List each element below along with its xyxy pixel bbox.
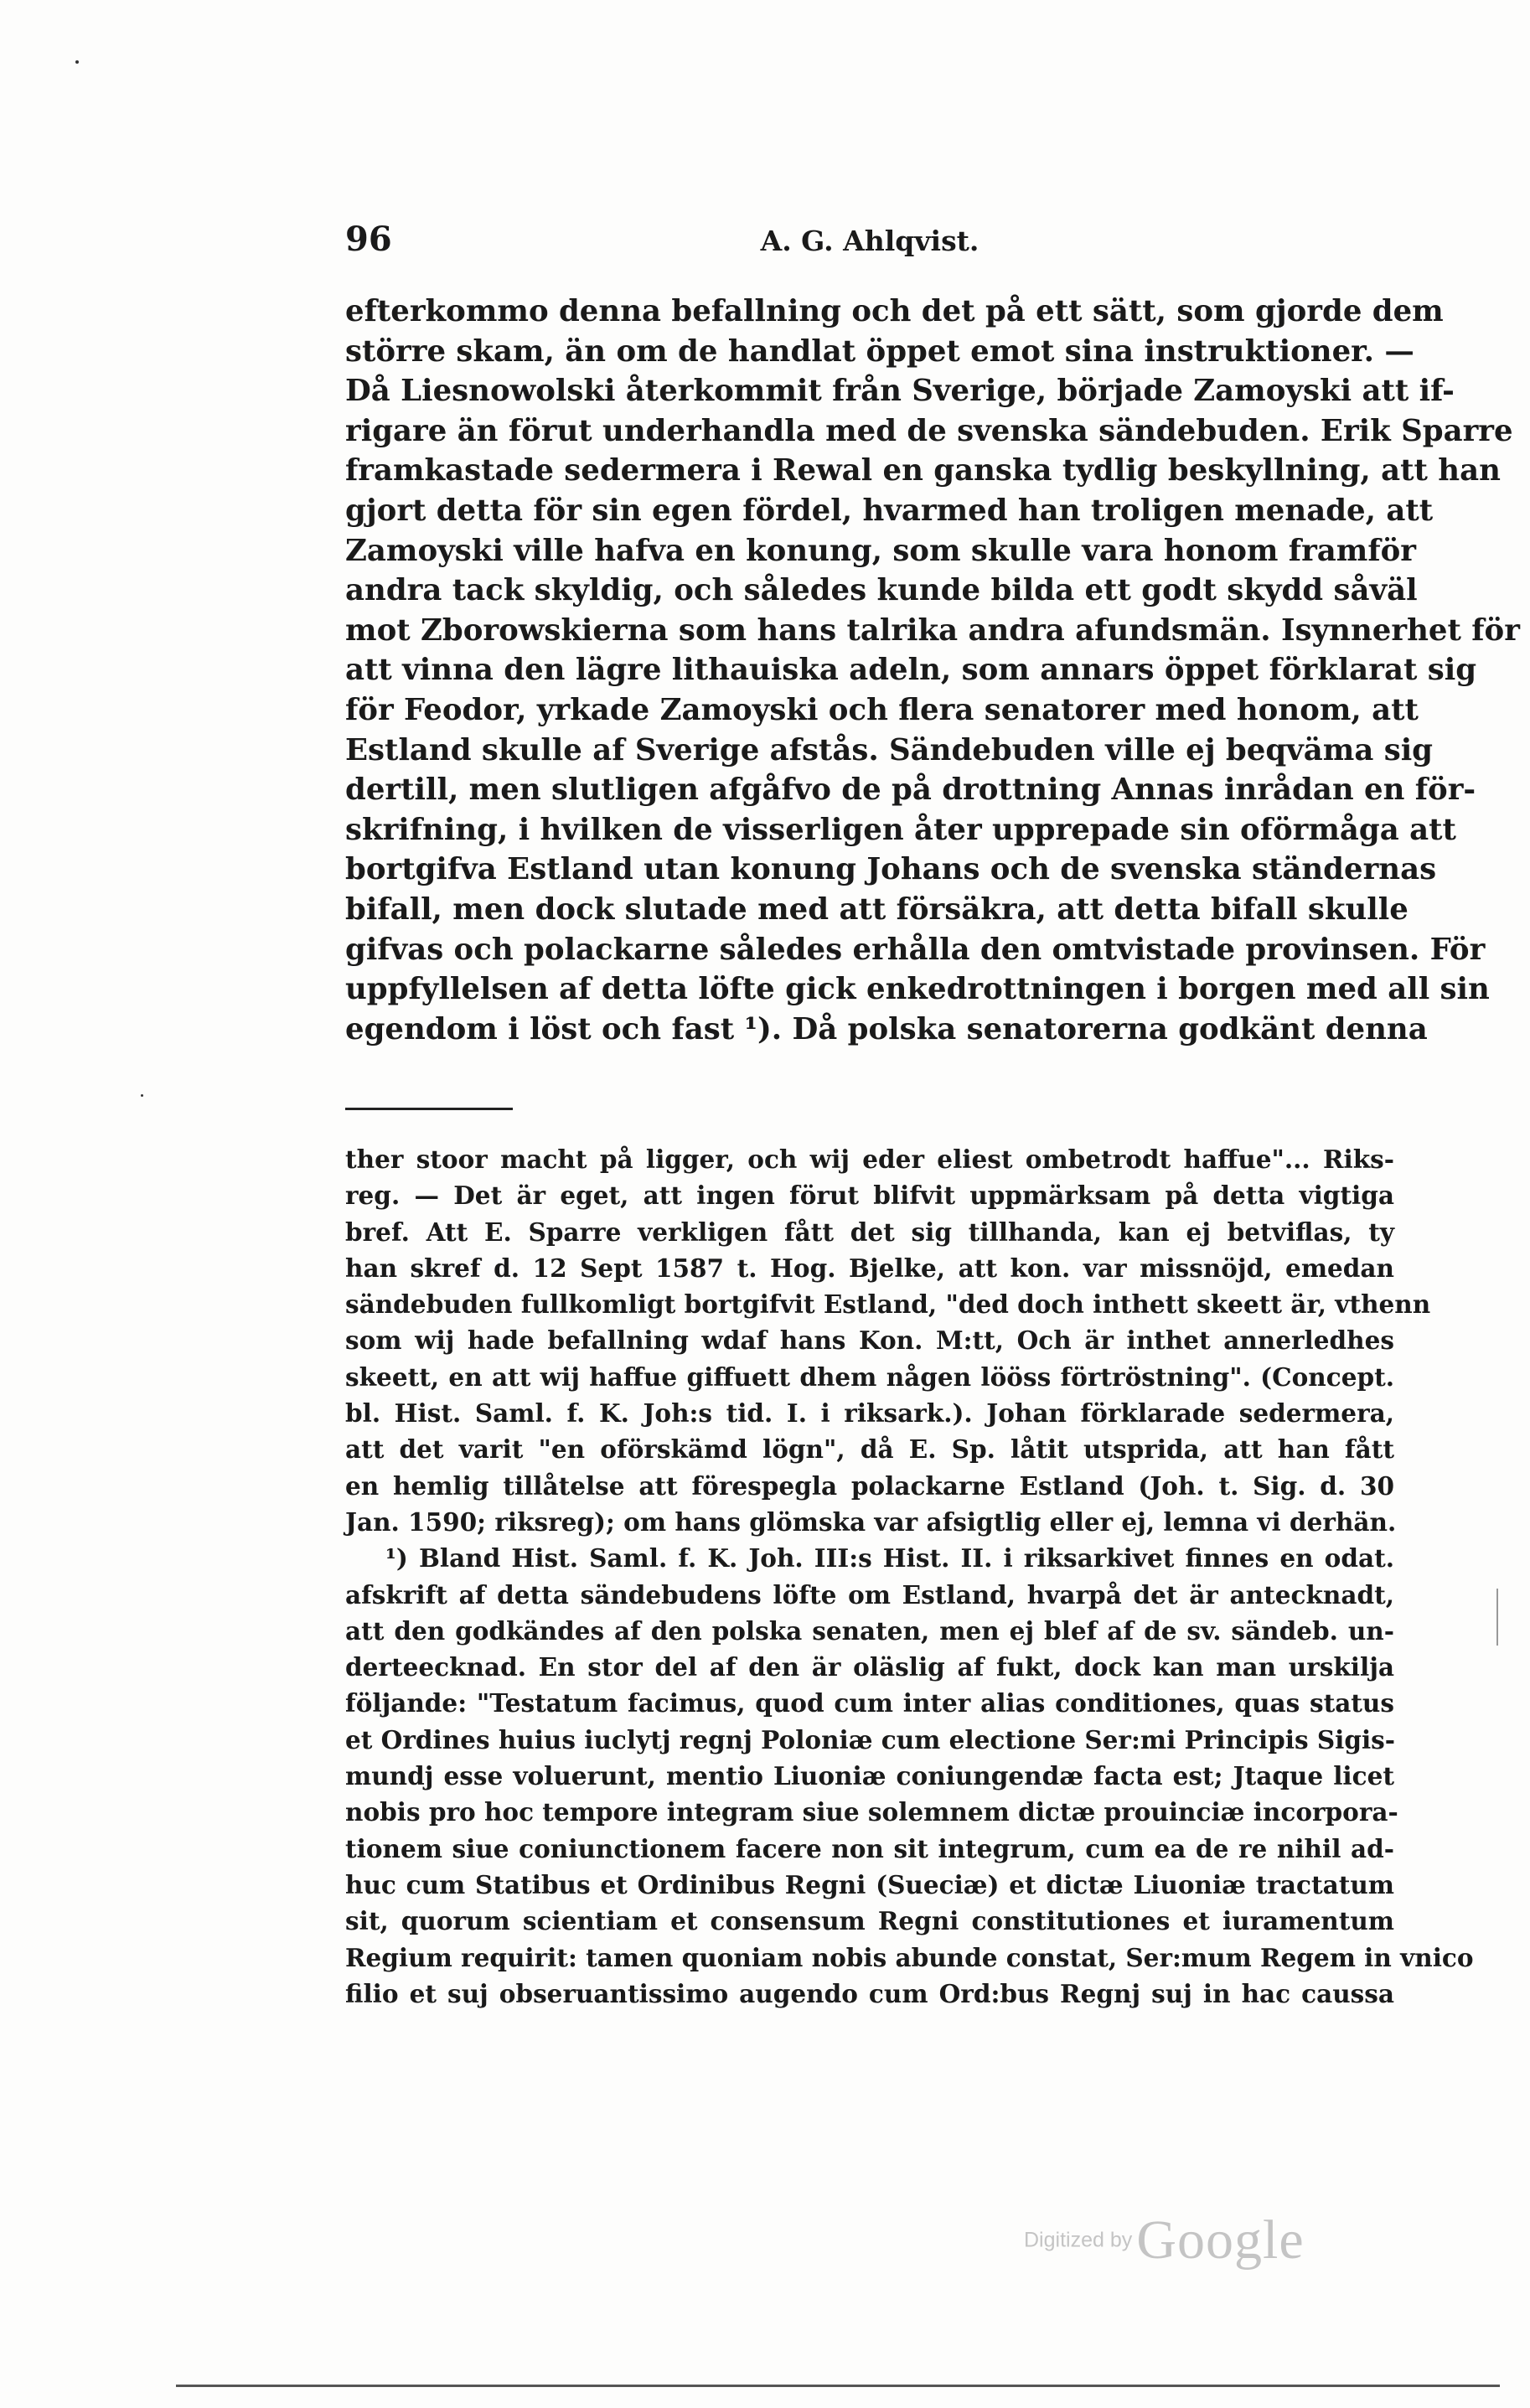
body-line: dertill, men slutligen afgåfvo de på drottning Annas inrådan en för- — [345, 773, 1476, 808]
body-line: rigare än förut underhandla med de svenska sändebuden. Erik Sparre — [345, 413, 1513, 448]
footnote-line: bl. Hist. Saml. f. K. Joh:s tid. I. i riksark.). Johan förklarade sedermera, — [345, 1398, 1394, 1429]
footnote-line: huc cum Statibus et Ordinibus Regni (Sueciæ) et dictæ Liuoniæ tractatum — [345, 1869, 1394, 1899]
body-text — [345, 292, 1520, 1049]
footnote-line: Regium requirit: tamen quoniam nobis abunde constat, Ser:mum Regem in vnico — [345, 1942, 1474, 1972]
body-line: bortgifva Estland utan konung Johans och de svenska ständernas — [345, 852, 1437, 887]
scan-speck — [141, 1094, 143, 1097]
body-line: större skam, än om de handlat öppet emot sina instruktioner. — — [345, 333, 1414, 369]
body-line: Zamoyski ville hafva en konung, som skulle vara honom framför — [345, 533, 1416, 568]
footnote-line: mundj esse voluerunt, mentio Liuoniæ coniungendæ facta est; Jtaque licet — [345, 1761, 1394, 1791]
footnote-line: reg. — Det är eget, att ingen förut blifvit uppmärksam på detta vigtiga — [345, 1181, 1394, 1211]
page-number: 96 — [345, 220, 392, 259]
digitization-watermark — [1024, 2209, 1342, 2276]
body-line: andra tack skyldig, och således kunde bilda ett godt skydd såväl — [345, 573, 1418, 608]
body-line: efterkommo denna befallning och det på ett sätt, som gjorde dem — [345, 294, 1444, 328]
footnote-line: afskrift af detta sändebudens löfte om Estland, hvarpå det är antecknadt, — [345, 1579, 1394, 1610]
body-line: gifvas och polackarne således erhålla den omtvistade provinsen. För — [345, 932, 1486, 967]
footnote-line: som wij hade befallning wdaf hans Kon. M:tt, Och är inthet annerledhes — [345, 1325, 1394, 1356]
body-line: framkastade sedermera i Rewal en ganska tydlig beskyllning, att han — [345, 453, 1501, 488]
footnote-separator — [345, 1108, 513, 1110]
footnote-line: filio et suj obseruantissimo augendo cum Ord:bus Regnj suj in hac caussa — [345, 1978, 1394, 2008]
body-line: Estland skulle af Sverige afstås. Sändebuden ville ej beqväma sig — [345, 732, 1434, 767]
footnote-line: följande: "Testatum facimus, quod cum inter alias conditiones, quas status — [345, 1688, 1394, 1718]
watermark-prefix: Digitized by — [1024, 2228, 1133, 2252]
footnote-line: bref. Att E. Sparre verkligen fått det sig tillhanda, kan ej betviflas, ty — [345, 1217, 1394, 1247]
footnote-line: derteecknad. En stor del af den är oläslig af fukt, dock kan man urskilja — [345, 1652, 1394, 1682]
body-line: egendom i löst och fast ¹). Då polska senatorerna godkänt denna — [345, 1011, 1428, 1046]
footnote-line: han skref d. 12 Sept 1587 t. Hog. Bjelke, att kon. var missnöjd, emedan — [345, 1253, 1394, 1283]
footnote-line: skeett, en att wij haffue giffuett dhem någen lööss förtröstning". (Concept. — [345, 1362, 1394, 1392]
footnote-line: tionem siue coniunctionem facere non sit integrum, cum ea de re nihil ad- — [345, 1833, 1394, 1863]
footnote-line: sändebuden fullkomligt bortgifvit Estland, "ded doch inthett skeett är, vthenn — [345, 1289, 1431, 1320]
footnote-line: ther stoor macht på ligger, och wij eder eliest ombetrodt haffue"... Riks- — [345, 1145, 1394, 1174]
body-line: Då Liesnowolski återkommit från Sverige, började Zamoyski att if- — [345, 374, 1455, 409]
body-line: gjort detta för sin egen fördel, hvarmed han troligen menade, att — [345, 493, 1434, 528]
scan-bottom-edge — [176, 2385, 1500, 2387]
body-line: mot Zborowskierna som hans talrika andra afundsmän. Isynnerhet för — [345, 612, 1520, 648]
scan-speck — [75, 60, 79, 64]
body-line: att vinna den lägre lithauiska adeln, som annars öppet förklarat sig — [345, 653, 1477, 688]
body-line: för Feodor, yrkade Zamoyski och flera senatorer med honom, att — [345, 692, 1419, 727]
footnote-line: Jan. 1590; riksreg); om hans glömska var afsigtlig eller ej, lemna vi derhän. — [345, 1506, 1397, 1537]
footnote-line: ¹) Bland Hist. Saml. f. K. Joh. III:s Hist. II. i riksarkivet finnes en odat. — [385, 1543, 1394, 1573]
watermark-brand: Google — [1136, 2209, 1305, 2271]
footnote-line: sit, quorum scientiam et consensum Regni constitutiones et iuramentum — [345, 1906, 1394, 1936]
footnote-line: et Ordines huius iuclytj regnj Poloniæ cum electione Ser:mi Principis Sigis- — [345, 1724, 1396, 1754]
footnote-line: att det varit "en oförskämd lögn", då E. Sp. låtit utsprida, att han fått — [345, 1434, 1394, 1465]
page-header — [345, 220, 1394, 261]
body-line: skrifning, i hvilken de visserligen åter upprepade sin oförmåga att — [345, 812, 1456, 847]
running-title: A. G. Ahlqvist. — [760, 225, 980, 257]
body-line: bifall, men dock slutade med att försäkra, att detta bifall skulle — [345, 891, 1409, 927]
footnote-line: nobis pro hoc tempore integram siue solemnem dictæ prouinciæ incorpora- — [345, 1797, 1398, 1827]
footnote-line: att den godkändes af den polska senaten, men ej blef af de sv. sändeb. un- — [345, 1615, 1394, 1646]
scan-margin-line — [1496, 1589, 1498, 1646]
footnote-line: en hemlig tillåtelse att förespegla polackarne Estland (Joh. t. Sig. d. 30 — [345, 1470, 1394, 1501]
footnotes — [345, 1141, 1474, 2012]
body-line: uppfyllelsen af detta löfte gick enkedrottningen i borgen med all sin — [345, 972, 1490, 1007]
